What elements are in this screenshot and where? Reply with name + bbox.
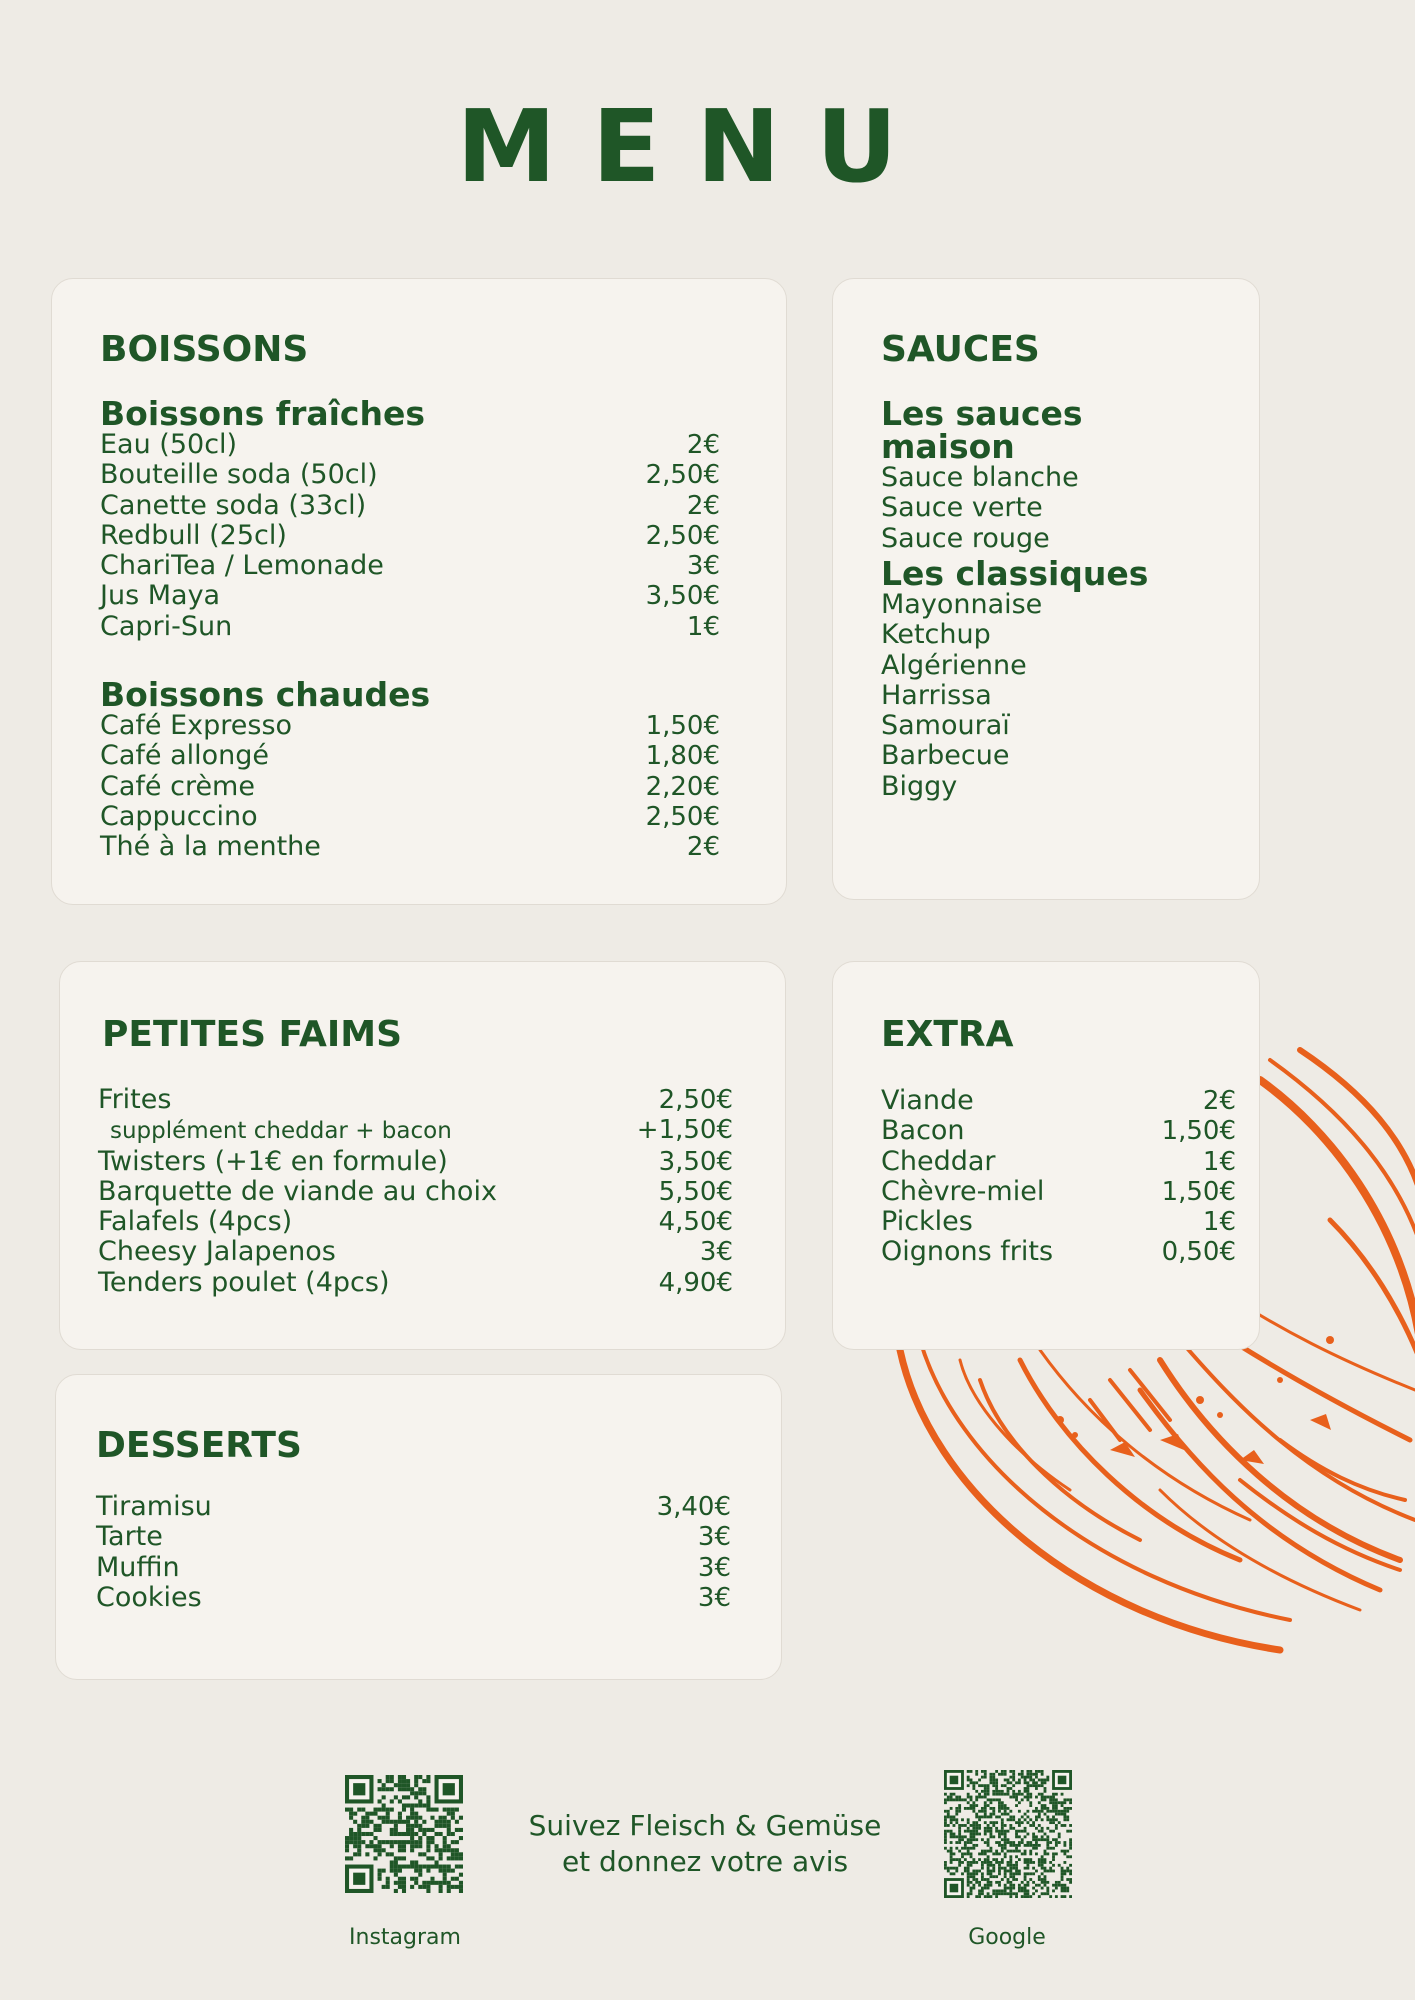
item-name: Sauce blanche: [881, 462, 1079, 493]
item-name: Twisters (+1€ en formule): [98, 1145, 448, 1177]
desserts-card: [55, 1374, 782, 1680]
menu-item: [881, 590, 1221, 620]
item-name: Eau (50cl): [100, 429, 238, 460]
item-price: 2€: [1202, 1086, 1236, 1116]
item-name: Bacon: [881, 1115, 965, 1147]
item-price: 1€: [686, 611, 720, 642]
group-heading: Les sauces maison: [881, 394, 1083, 466]
item-name: Canette soda (33cl): [100, 489, 367, 521]
menu-item: [881, 1086, 1236, 1116]
item-price: 2,50€: [645, 801, 720, 832]
item-price: 1,50€: [645, 711, 720, 741]
group-heading: Boissons fraîches: [100, 394, 426, 433]
desserts-list: [96, 1492, 731, 1613]
item-name: Cappuccino: [100, 800, 258, 832]
item-name: Tenders poulet (4pcs): [98, 1266, 390, 1298]
boissons-fraiches-section: [100, 394, 720, 642]
menu-item: [881, 741, 1221, 771]
item-price: 5,50€: [658, 1176, 733, 1207]
google-qr-code-icon[interactable]: [944, 1770, 1072, 1898]
item-price: 2,20€: [645, 771, 720, 802]
menu-item: [100, 430, 720, 460]
menu-item: [98, 1147, 733, 1177]
desserts-heading: DESSERTS: [96, 1425, 302, 1466]
instagram-qr-code-icon[interactable]: [345, 1775, 463, 1893]
item-price: 3,50€: [658, 1146, 733, 1177]
menu-item: [96, 1553, 731, 1583]
menu-item: [100, 772, 720, 802]
item-name: Barquette de viande au choix: [98, 1175, 497, 1207]
extra-list: [881, 1086, 1236, 1268]
menu-item: [96, 1492, 731, 1522]
item-name: Chèvre-miel: [881, 1175, 1045, 1207]
item-name: Capri-Sun: [100, 610, 233, 642]
menu-item: [98, 1268, 733, 1298]
sauces-maison-list: [881, 463, 1221, 554]
item-price: 4,90€: [658, 1267, 733, 1298]
item-name: Barbecue: [881, 740, 1010, 772]
item-price: 1€: [1202, 1207, 1236, 1238]
extra-card: [832, 961, 1260, 1350]
item-name: Ketchup: [881, 619, 991, 651]
item-name: Pickles: [881, 1206, 973, 1238]
item-price: +1,50€: [636, 1115, 733, 1146]
item-name: Cheddar: [881, 1145, 996, 1177]
instagram-label: Instagram: [349, 1925, 461, 1950]
menu-item: [881, 1147, 1236, 1177]
item-name: ChariTea / Lemonade: [100, 550, 384, 582]
group-heading: Les classiques: [881, 554, 1149, 593]
petites-faims-card: [59, 961, 786, 1350]
menu-item: [881, 711, 1221, 741]
footer-line-1: Suivez Fleisch & Gemüse: [528, 1809, 882, 1842]
item-name: Samouraï: [881, 710, 1010, 742]
item-name: Thé à la menthe: [100, 831, 321, 863]
item-name: Tiramisu: [96, 1491, 212, 1522]
menu-item: [100, 581, 720, 611]
item-name: Café crème: [100, 770, 255, 802]
menu-item: [100, 521, 720, 551]
item-price: 0,50€: [1161, 1237, 1236, 1268]
item-name: Café Expresso: [100, 710, 293, 741]
item-price: 2,50€: [645, 520, 720, 551]
item-name: Biggy: [881, 770, 958, 802]
item-price: 2,50€: [645, 460, 720, 491]
sauces-classiques-list: [881, 590, 1221, 802]
menu-title: MENU: [456, 88, 934, 205]
item-price: 3,40€: [656, 1492, 731, 1522]
menu-item: [881, 620, 1221, 650]
menu-item: [98, 1085, 733, 1115]
boissons-heading: BOISSONS: [100, 329, 309, 370]
item-name: Viande: [881, 1085, 974, 1116]
item-price: 1,50€: [1161, 1176, 1236, 1207]
menu-item: [100, 802, 720, 832]
footer-message: [505, 1808, 905, 1880]
menu-item: [881, 772, 1221, 802]
item-price: 2€: [686, 490, 720, 521]
menu-item: [96, 1583, 731, 1613]
item-name: Frites: [98, 1084, 172, 1115]
item-name: Muffin: [96, 1551, 180, 1583]
petites-faims-list: [98, 1085, 733, 1298]
item-price: 3€: [697, 1552, 731, 1583]
item-name: Falafels (4pcs): [98, 1206, 293, 1238]
boissons-chaudes-section: [100, 675, 720, 863]
item-name: Tarte: [96, 1521, 163, 1553]
item-price: 1€: [1202, 1146, 1236, 1177]
extra-heading: EXTRA: [881, 1014, 1014, 1055]
menu-item: [881, 463, 1221, 493]
item-name: Sauce verte: [881, 492, 1043, 524]
item-price: 3€: [686, 551, 720, 582]
menu-item: [881, 681, 1221, 711]
menu-item: [881, 493, 1221, 523]
item-name: Jus Maya: [100, 580, 221, 612]
menu-item: [100, 832, 720, 862]
menu-item: [881, 651, 1221, 681]
menu-item: [100, 551, 720, 581]
group-heading: Boissons chaudes: [100, 675, 431, 714]
item-price: 1,50€: [1161, 1116, 1236, 1147]
item-name: Algérienne: [881, 649, 1027, 681]
menu-item: [100, 612, 720, 642]
menu-item: [96, 1522, 731, 1552]
item-price: 2€: [686, 832, 720, 863]
item-price: 3€: [699, 1237, 733, 1268]
footer-line-2: et donnez votre avis: [561, 1845, 849, 1878]
sauces-card: [832, 278, 1260, 900]
menu-item: [98, 1237, 733, 1267]
boissons-chaudes-list: [100, 711, 720, 862]
item-price: 3€: [697, 1582, 731, 1613]
google-label: Google: [968, 1925, 1046, 1950]
item-name: Mayonnaise: [881, 589, 1043, 620]
item-name: Sauce rouge: [881, 522, 1050, 554]
menu-item: [881, 1207, 1236, 1237]
sauces-heading: SAUCES: [881, 329, 1040, 370]
menu-item: [98, 1207, 733, 1237]
item-name: supplément cheddar + bacon: [110, 1118, 452, 1145]
menu-item: [100, 491, 720, 521]
item-name: Cheesy Jalapenos: [98, 1236, 336, 1268]
item-name: Café allongé: [100, 740, 270, 772]
sauces-maison-section: [881, 394, 1221, 554]
item-name: Cookies: [96, 1581, 202, 1613]
item-price: 3€: [697, 1522, 731, 1553]
item-price: 1,80€: [645, 741, 720, 772]
menu-item: [98, 1177, 733, 1207]
item-name: Bouteille soda (50cl): [100, 459, 378, 491]
item-price: 2,50€: [658, 1085, 733, 1115]
item-name: Harrissa: [881, 679, 992, 711]
item-name: Redbull (25cl): [100, 519, 287, 551]
menu-item: [881, 1177, 1236, 1207]
item-name: Oignons frits: [881, 1236, 1054, 1268]
menu-item: [881, 1237, 1236, 1267]
item-price: 2€: [686, 430, 720, 460]
boissons-card: [51, 278, 787, 905]
menu-item: [98, 1115, 733, 1146]
menu-item: [100, 711, 720, 741]
item-price: 4,50€: [658, 1207, 733, 1238]
sauces-classiques-section: [881, 554, 1221, 802]
menu-item: [881, 1116, 1236, 1146]
menu-item: [100, 741, 720, 771]
boissons-fraiches-list: [100, 430, 720, 642]
menu-item: [881, 524, 1221, 554]
menu-item: [100, 460, 720, 490]
petites-faims-heading: PETITES FAIMS: [102, 1014, 403, 1055]
item-price: 3,50€: [645, 581, 720, 612]
